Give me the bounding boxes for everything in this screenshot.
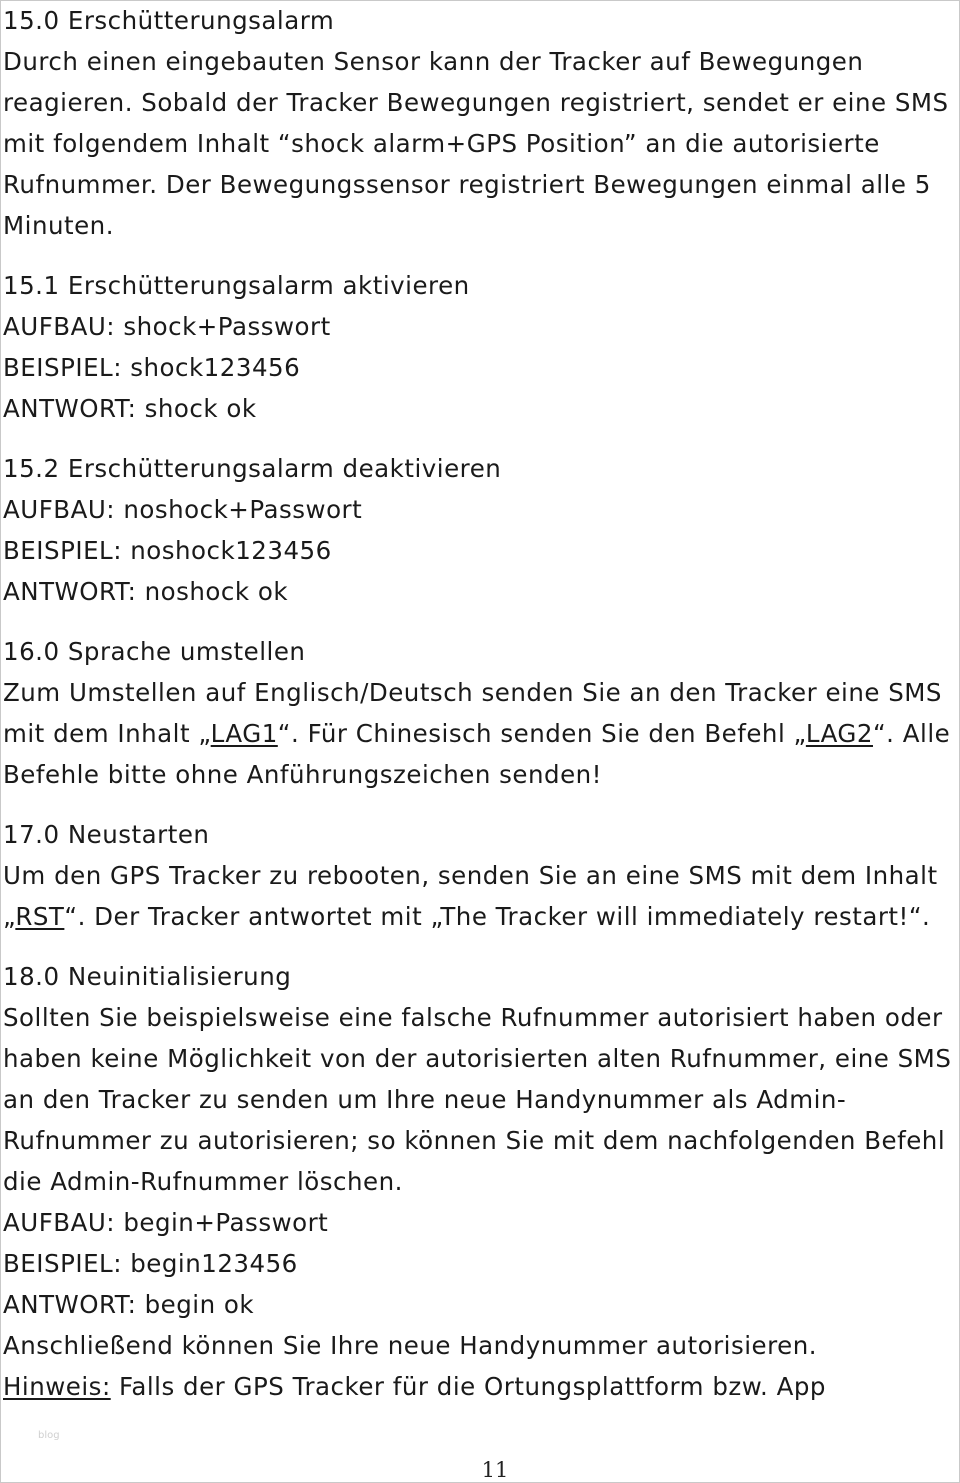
section-15-heading: 15.0 Erschütterungsalarm <box>3 6 335 35</box>
section-18-beispiel: BEISPIEL: begin123456 <box>3 1249 298 1278</box>
section-17-text-2: “. Der Tracker antwortet mit „The Tracker will immediately restart!“. <box>64 902 931 931</box>
section-17-text-1: Um den GPS Tracker zu rebooten, senden Sie an eine SMS mit dem Inhalt „ <box>3 861 938 931</box>
command-lag2: LAG2 <box>805 719 873 748</box>
section-15-1-antwort: ANTWORT: shock ok <box>3 394 257 423</box>
hint-text: Falls der GPS Tracker für die Ortungsplattform bzw. App <box>110 1372 826 1401</box>
section-15-1-aufbau: AUFBAU: shock+Passwort <box>3 312 331 341</box>
section-17-heading: 17.0 Neustarten <box>3 820 210 849</box>
command-lag1: LAG1 <box>210 719 278 748</box>
section-18-hint <box>3 1366 958 1407</box>
page-number: 11 <box>481 1458 509 1482</box>
section-18-after: Anschließend können Sie Ihre neue Handynummer autorisieren. <box>3 1331 818 1360</box>
command-rst: RST <box>15 902 65 931</box>
section-18-antwort: ANTWORT: begin ok <box>3 1290 255 1319</box>
document-content <box>3 0 958 1407</box>
section-16-text-3: “. Alle Befehle bitte ohne Anführungszeichen senden! <box>3 719 951 789</box>
section-15-2-aufbau: AUFBAU: noshock+Passwort <box>3 495 363 524</box>
section-18-heading: 18.0 Neuinitialisierung <box>3 962 292 991</box>
section-17-body <box>3 855 958 937</box>
section-16-text-1: Zum Umstellen auf Englisch/Deutsch senden Sie an den Tracker eine SMS mit dem Inhalt „ <box>3 678 942 748</box>
section-15-body: Durch einen eingebauten Sensor kann der Tracker auf Bewegungen reagieren. Sobald der Tracker Bewegungen registriert, sendet er eine SMS mit folgendem Inhalt “shock alarm+GPS Position” an die autorisierte Rufnummer. Der Bewegungssensor registriert Bewegungen einmal alle 5 Minuten. <box>3 47 949 240</box>
section-16-text-2: “. Für Chinesisch senden Sie den Befehl „ <box>277 719 806 748</box>
section-16-body <box>3 672 958 795</box>
section-18-body: Sollten Sie beispielsweise eine falsche Rufnummer autorisiert haben oder haben keine Möglichkeit von der autorisierten alten Rufnummer, eine SMS an den Tracker zu senden um Ihre neue Handynummer als Admin-Rufnummer zu autorisieren; so können Sie mit dem nachfolgenden Befehl die Admin-Rufnummer löschen. <box>3 1003 952 1196</box>
section-15-1-beispiel: BEISPIEL: shock123456 <box>3 353 301 382</box>
hint-label: Hinweis: <box>3 1372 111 1401</box>
section-18-aufbau: AUFBAU: begin+Passwort <box>3 1208 329 1237</box>
section-15-1-heading: 15.1 Erschütterungsalarm aktivieren <box>3 271 470 300</box>
section-16-heading: 16.0 Sprache umstellen <box>3 637 306 666</box>
watermark: blog <box>38 1430 60 1441</box>
section-15-2-heading: 15.2 Erschütterungsalarm deaktivieren <box>3 454 502 483</box>
section-15-2-beispiel: BEISPIEL: noshock123456 <box>3 536 332 565</box>
section-15-2-antwort: ANTWORT: noshock ok <box>3 577 289 606</box>
